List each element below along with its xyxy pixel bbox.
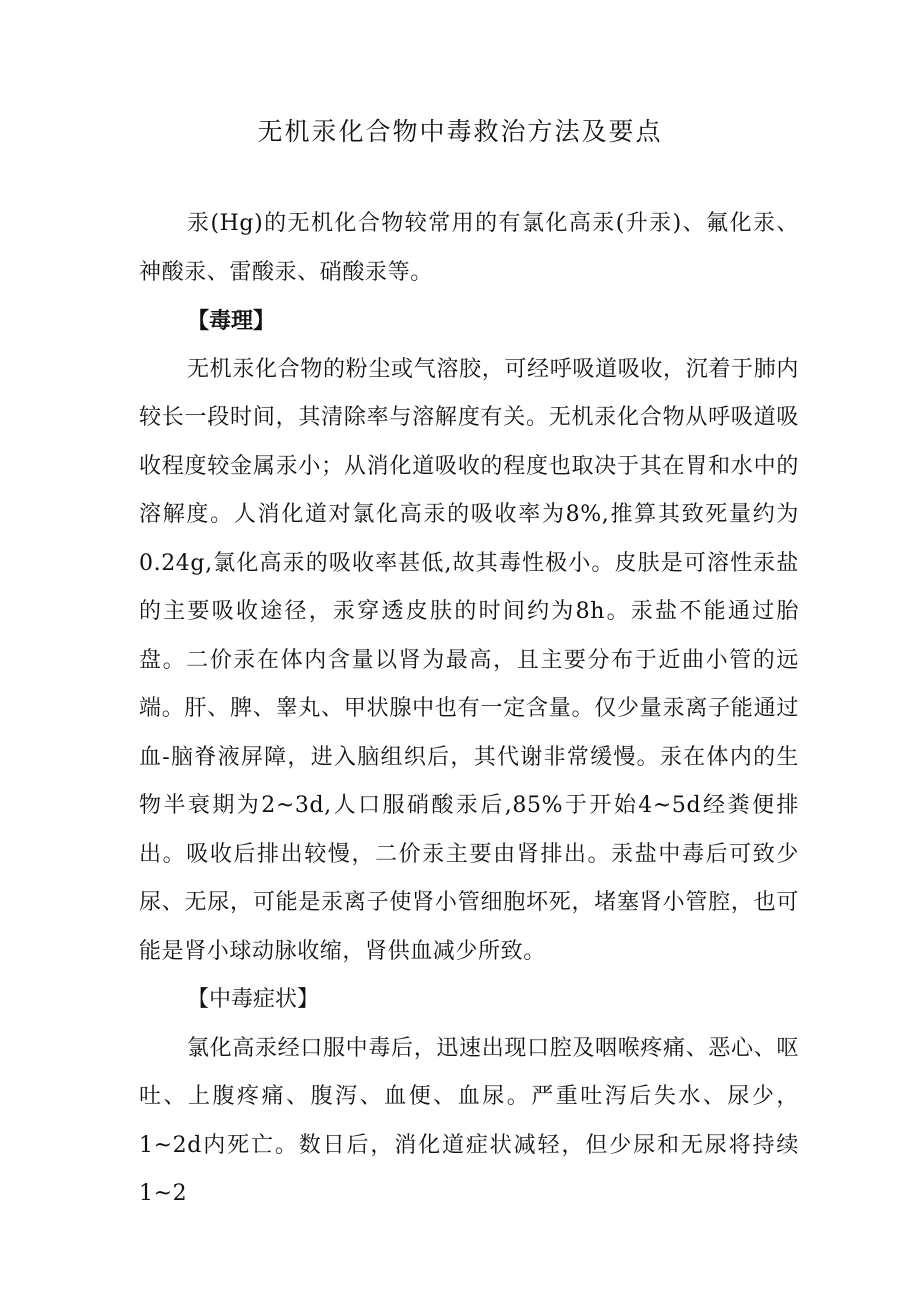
section-heading-toxicology: 【毒理】 (187, 308, 276, 334)
document-body (139, 200, 799, 1219)
intro-paragraph: 汞(Hg)的无机化合物较常用的有氯化高汞(升汞)、氟化汞、神酸汞、雷酸汞、硝酸汞等。 (139, 211, 799, 285)
section-body-toxicology: 无机汞化合物的粉尘或气溶胶，可经呼吸道吸收，沉着于肺内较长一段时间，其清除率与溶解度有关。无机汞化合物从呼吸道吸收程度较金属汞小；从消化道吸收的程度也取决于其在胃和水中的溶解度。人消化道对氯化高汞的吸收率为8%,推算其致死量约为0.24g,氯化高汞的吸收率甚低,故其毒性极小。皮肤是可溶性汞盐的主要吸收途径，汞穿透皮肤的时间约为8h。汞盐不能通过胎盘。二价汞在体内含量以肾为最高，且主要分布于近曲小管的远端。肝、脾、睾丸、甲状腺中也有一定含量。仅少量汞离子能通过血-脑脊液屏障，进入脑组织后，其代谢非常缓慢。汞在体内的生物半衰期为2~3d,人口服硝酸汞后,85%于开始4~5d经粪便排出。吸收后排出较慢，二价汞主要由肾排出。汞盐中毒后可致少尿、无尿，可能是汞离子使肾小管细胞坏死，堵塞肾小管腔，也可能是肾小球动脉收缩，肾供血减少所致。 (139, 356, 799, 964)
section-heading-symptoms: 【中毒症状】 (187, 987, 320, 1012)
document-title: 无机汞化合物中毒救治方法及要点 (257, 117, 663, 146)
section-body-symptoms: 氯化高汞经口服中毒后，迅速出现口腔及咽喉疼痛、恶心、呕吐、上腹疼痛、腹泻、血便、血尿。严重吐泻后失水、尿少，1~2d内死亡。数日后，消化道症状减轻，但少尿和无尿将持续1~2 (139, 1035, 799, 1206)
